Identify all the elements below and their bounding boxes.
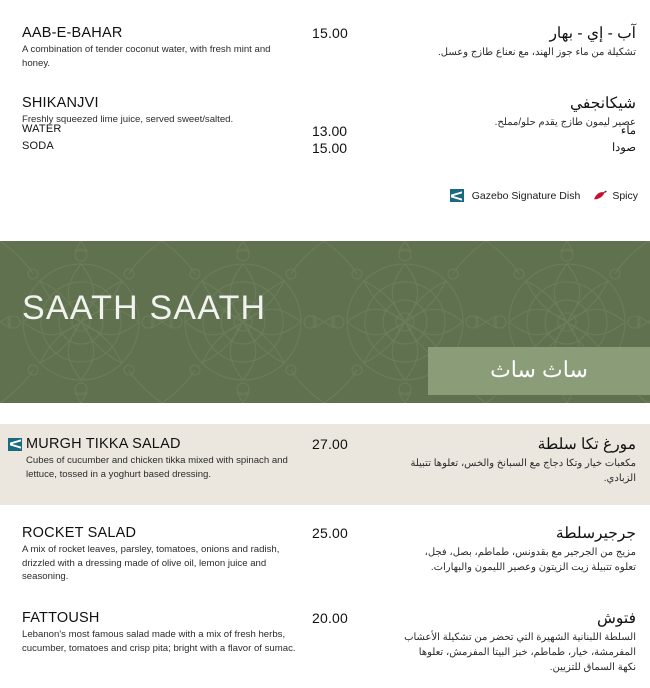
menu-item-price [312,609,402,628]
menu-item-title-row [22,94,312,112]
section-title-ar: ساث ساث [490,357,588,382]
chili-pepper-icon [594,190,608,202]
section-title-ar-box [428,347,650,395]
section-title-en: SAATH SAATH [22,289,267,327]
price-value: 20.00 [312,610,349,626]
price-value: 15.00 [312,25,349,41]
menu-item-title-row [8,435,312,453]
menu-item-name-en: AAB-E-BAHAR [22,25,123,41]
subline-price: 13.00 [312,123,348,139]
legend-entry-spicy [594,190,638,202]
menu-item-price [312,524,402,543]
menu-item-name-ar: جرجيرسلطة [555,525,636,542]
gazebo-signature-icon [450,189,464,202]
menu-item-name-ar: شيكانجفي [569,95,636,112]
menu-item-name-en: FATTOUSH [22,610,100,626]
menu-item-arabic-column [402,609,636,675]
section-banner-saath-saath [0,241,650,403]
menu-item-title-row [22,524,312,542]
menu-item-desc-ar: عصير ليمون طازج يقدم حلو/مملح. [494,117,636,129]
subline-label-ar: صودا [611,142,636,154]
menu-item-desc-en: A combination of tender coconut water, with fresh mint and honey. [22,44,271,69]
menu-item-price [312,24,402,43]
menu-subline-soda [0,140,650,156]
legend-entry-signature [450,189,581,202]
menu-item-arabic-column [402,435,636,486]
legend [450,189,638,202]
menu-item-english-column [22,609,312,655]
menu-item-english-column [8,435,312,481]
menu-subline-water [0,123,650,139]
menu-item-title-row [22,24,312,42]
menu-item-aab-e-bahar [0,24,650,70]
menu-item-title-row [22,609,312,627]
menu-item-name-ar: مورغ تكا سلطة [537,436,636,453]
menu-item-desc-ar: مكعبات خيار وتكا دجاج مع السبانخ والخس، تعلوها تتبيلة الزبادي. [410,458,636,485]
menu-item-desc-en: Lebanon's most famous salad made with a mix of fresh herbs, cucumber, tomatoes and crisp pita; bright with a flavor of sumac. [22,629,296,654]
menu-item-desc-ar: مزيج من الجرجير مع بقدونس، طماطم، بصل، فجل، تعلوه تتبيلة زيت الزيتون وعصير الليمون والبهارات. [424,547,636,574]
menu-item-english-column [22,24,312,70]
subline-label-en: SODA [22,140,54,152]
menu-item-arabic-column [402,24,636,60]
menu-item-price [312,435,402,454]
menu-item-desc-en: Cubes of cucumber and chicken tikka mixed with spinach and lettuce, tossed in a yoghurt based dressing. [26,455,288,480]
menu-item-rocket-salad [0,524,650,584]
price-value: 27.00 [312,436,349,452]
menu-item-fattoush [0,609,650,675]
menu-item-murgh-tikka-salad [0,424,650,505]
menu-item-desc-en: Freshly squeezed lime juice, served sweet/salted. [22,114,234,126]
gazebo-signature-icon [8,438,22,451]
legend-label-signature: Gazebo Signature Dish [471,189,581,202]
menu-item-desc-ar: السلطة اللبنانية الشهيرة التي تحضر من تشكيلة الأعشاب المفرمشة، خيار، طماطم، خبز البيتا المفرمش، تعلوها نكهة السماق للتزيين. [404,632,636,674]
subline-label-en: WATER [22,123,62,135]
menu-item-name-ar: آب - إي - بهار [549,25,636,42]
legend-label-spicy: Spicy [612,189,638,202]
subline-label-ar: ماء [620,125,636,137]
price-value: 25.00 [312,525,349,541]
menu-item-name-en: MURGH TIKKA SALAD [26,436,181,452]
menu-item-english-column [22,94,312,127]
menu-item-price [312,94,402,95]
subline-price: 15.00 [312,140,348,156]
menu-item-name-ar: فتوش [596,610,636,627]
menu-item-name-en: SHIKANJVI [22,95,99,111]
menu-item-name-en: ROCKET SALAD [22,525,137,541]
menu-item-desc-en: A mix of rocket leaves, parsley, tomatoes, onions and radish, drizzled with a dressing made of olive oil, lemon juice and seasoning. [22,544,280,583]
menu-item-desc-ar: تشكيلة من ماء جوز الهند، مع نعناع طازج وعسل. [438,47,636,59]
menu-item-arabic-column [402,524,636,575]
menu-item-english-column [22,524,312,584]
